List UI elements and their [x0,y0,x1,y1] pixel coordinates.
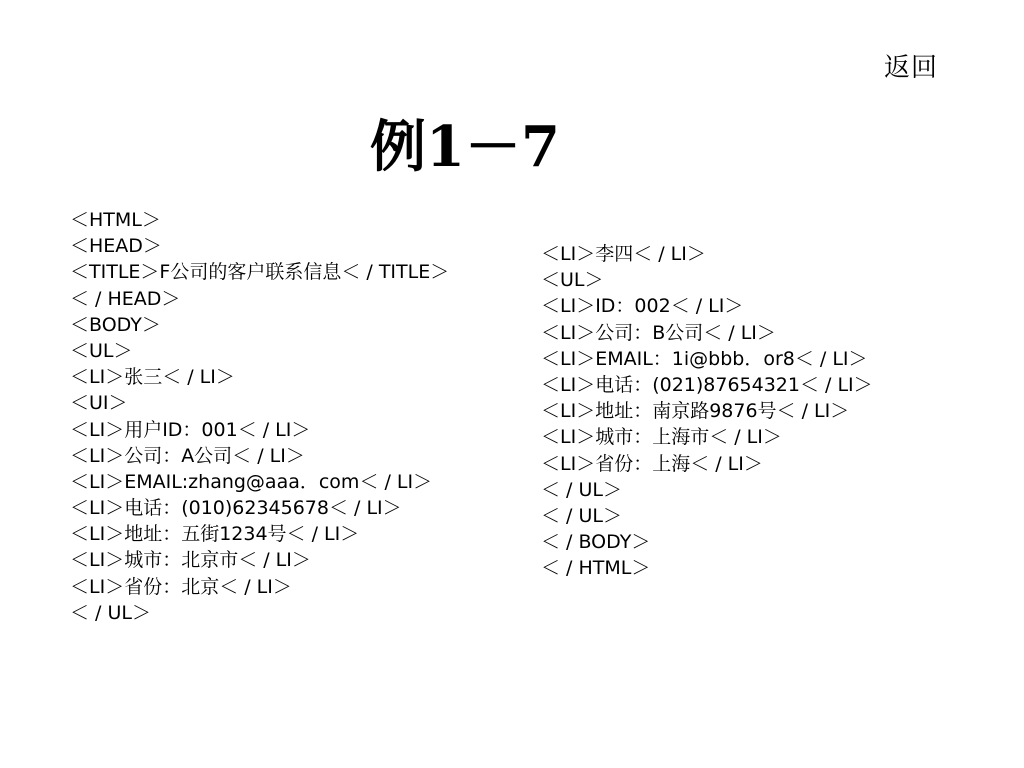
slide-title: 例1－7 [370,114,560,180]
code-line: ＜TITLE＞F公司的客户联系信息＜ / TITLE＞ [70,261,450,284]
code-line: ＜LI＞电话：(010)62345678＜ / LI＞ [70,497,402,520]
back-link[interactable]: 返回 [884,53,939,83]
code-line: ＜UL＞ [541,269,604,292]
code-line: ＜LI＞ID：002＜ / LI＞ [541,295,744,318]
code-line: ＜LI＞电话：(021)87654321＜ / LI＞ [541,373,873,396]
code-line: ＜BODY＞ [70,313,161,336]
code-listing-left [70,207,449,626]
code-line: ＜LI＞EMAIL:zhang@aaa．com＜ / LI＞ [70,470,433,493]
code-listing-right [541,241,873,581]
code-line: ＜LI＞地址：五街1234号＜ / LI＞ [70,523,360,546]
code-line: ＜ / HTML＞ [541,557,651,580]
code-line: ＜ / UL＞ [541,504,622,527]
code-line: ＜UI＞ [70,392,128,415]
code-line: ＜LI＞省份：上海＜ / LI＞ [541,452,763,475]
code-line: ＜UL＞ [70,339,133,362]
code-line: ＜LI＞省份：北京＜ / LI＞ [70,575,292,598]
code-line: ＜HEAD＞ [70,235,162,258]
code-line: ＜LI＞李四＜ / LI＞ [541,243,706,265]
code-line: ＜LI＞地址：南京路9876号＜ / LI＞ [541,400,850,423]
code-line: ＜LI＞城市：北京市＜ / LI＞ [70,549,311,572]
code-line: ＜ / BODY＞ [541,531,651,554]
code-line: ＜LI＞公司：B公司＜ / LI＞ [541,321,776,344]
code-line: ＜HTML＞ [70,209,161,231]
code-line: ＜ / UL＞ [541,478,622,501]
code-line: ＜ / UL＞ [70,601,151,624]
code-line: ＜ / HEAD＞ [70,287,181,310]
code-line: ＜LI＞张三＜ / LI＞ [70,366,235,389]
code-line: ＜LI＞公司：A公司＜ / LI＞ [70,444,305,467]
code-line: ＜LI＞城市：上海市＜ / LI＞ [541,426,782,449]
code-line: ＜LI＞EMAIL：1i@bbb．or8＜ / LI＞ [541,347,868,370]
code-line: ＜LI＞用户ID：001＜ / LI＞ [70,418,311,441]
